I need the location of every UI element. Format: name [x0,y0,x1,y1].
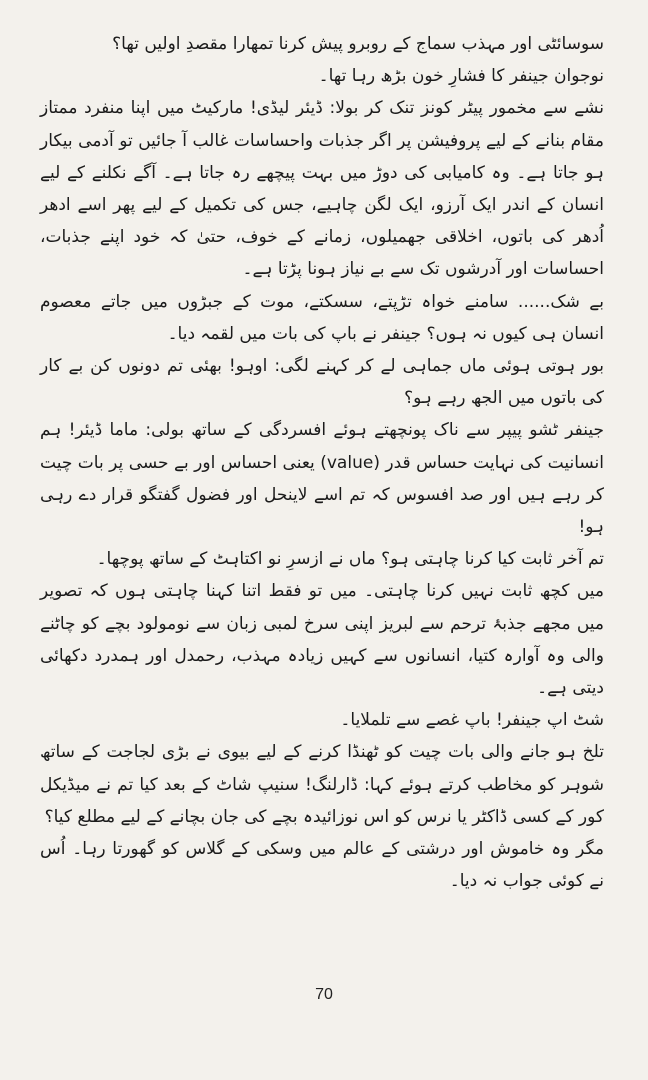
paragraph-1: سوسائٹی اور مہذب سماج کے روبرو پیش کرنا تمھارا مقصدِ اولیں تھا؟ [112,34,604,54]
body-text [40,28,604,897]
paragraph-10: تلخ ہو جانے والی بات چیت کو ٹھنڈا کرنے کے لیے بیوی نے بڑی لجاجت کے ساتھ شوہر کو مخاطب کرتے ہوئے کہا: ڈارلنگ! سنیپ شاٹ کے بعد کیا تم نے میڈیکل کور کے کسی ڈاکٹر یا نرس کو اس نوزائیدہ بچے کی جان بچانے کے لیے مطلع کیا؟ [40,742,604,827]
paragraph-11: مگر وہ خاموش اور درشتی کے عالم میں وسکی کے گلاس کو گھورتا رہا۔ اُس نے کوئی جواب نہ دیا۔ [40,839,604,892]
page-number: 70 [315,986,333,1003]
paragraph-7: تم آخر ثابت کیا کرنا چاہتی ہو؟ ماں نے ازسرِ نو اکتاہٹ کے ساتھ پوچھا۔ [96,549,604,570]
paragraph-3: نشے سے مخمور پیٹر کونز تنک کر بولا: ڈیئر لیڈی! مارکیٹ میں اپنا منفرد ممتاز مقام بنانے کے لیے پروفیشن پر اگر جذبات واحساسات غالب آ جائیں تو آدمی بیکار ہو جاتا ہے۔ وہ کامیابی کی دوڑ میں بہت پیچھے رہ جاتا ہے۔ آگے نکلنے کے لیے انسان کے اندر ایک آرزو، ایک لگن چاہیے، جس کی تکمیل کے لیے پھر اسے ادھر اُدھر کی باتوں، اخلاقی جھمیلوں، زمانے کے خوف، حتیٰ کہ خود اپنے جذبات، احساسات اور آدرشوں تک سے بے نیاز ہونا پڑتا ہے۔ [40,98,604,280]
paragraph-9: شٹ اپ جینفر! باپ غصے سے تلملایا۔ [340,710,604,731]
paragraph-5: بور ہوتی ہوئی ماں جماہی لے کر کہنے لگی: اوہو! بھئی تم دونوں کن بے کار کی باتوں میں الجھ رہے ہو؟ [40,356,604,409]
paragraph-8: میں کچھ ثابت نہیں کرنا چاہتی۔ میں تو فقط اتنا کہنا چاہتی ہوں کہ تصویر میں مجھے جذبۂ ترحم سے لبریز اپنی سرخ لمبی زبان سے نومولود بچے کو چاٹنے والی وہ آوارہ کتیا، انسانوں سے کہیں زیادہ مہذب، رحمدل اور ہمدرد دکھائی دیتی ہے۔ [40,581,604,699]
paragraph-4: بے شک...... سامنے خواہ تڑپتے، سسکتے، موت کے جبڑوں میں جاتے معصوم انسان ہی کیوں نہ ہوں؟ جینفر نے باپ کی بات میں لقمہ دیا۔ [40,291,604,344]
paragraph-2: نوجوان جینفر کا فشارِ خون بڑھ رہا تھا۔ [318,66,604,87]
paragraph-6: جینفر ٹشو پیپر سے ناک پونچھتے ہوئے افسردگی کے ساتھ بولی: ماما ڈیئر! ہم انسانیت کی نہایت حساس قدر (value) یعنی احساس اور بے حسی پر بات چیت کر رہے ہیں اور صد افسوس کہ تم اسے لاینحل اور فضول گفتگو قرار دے رہی ہو! [40,420,604,538]
